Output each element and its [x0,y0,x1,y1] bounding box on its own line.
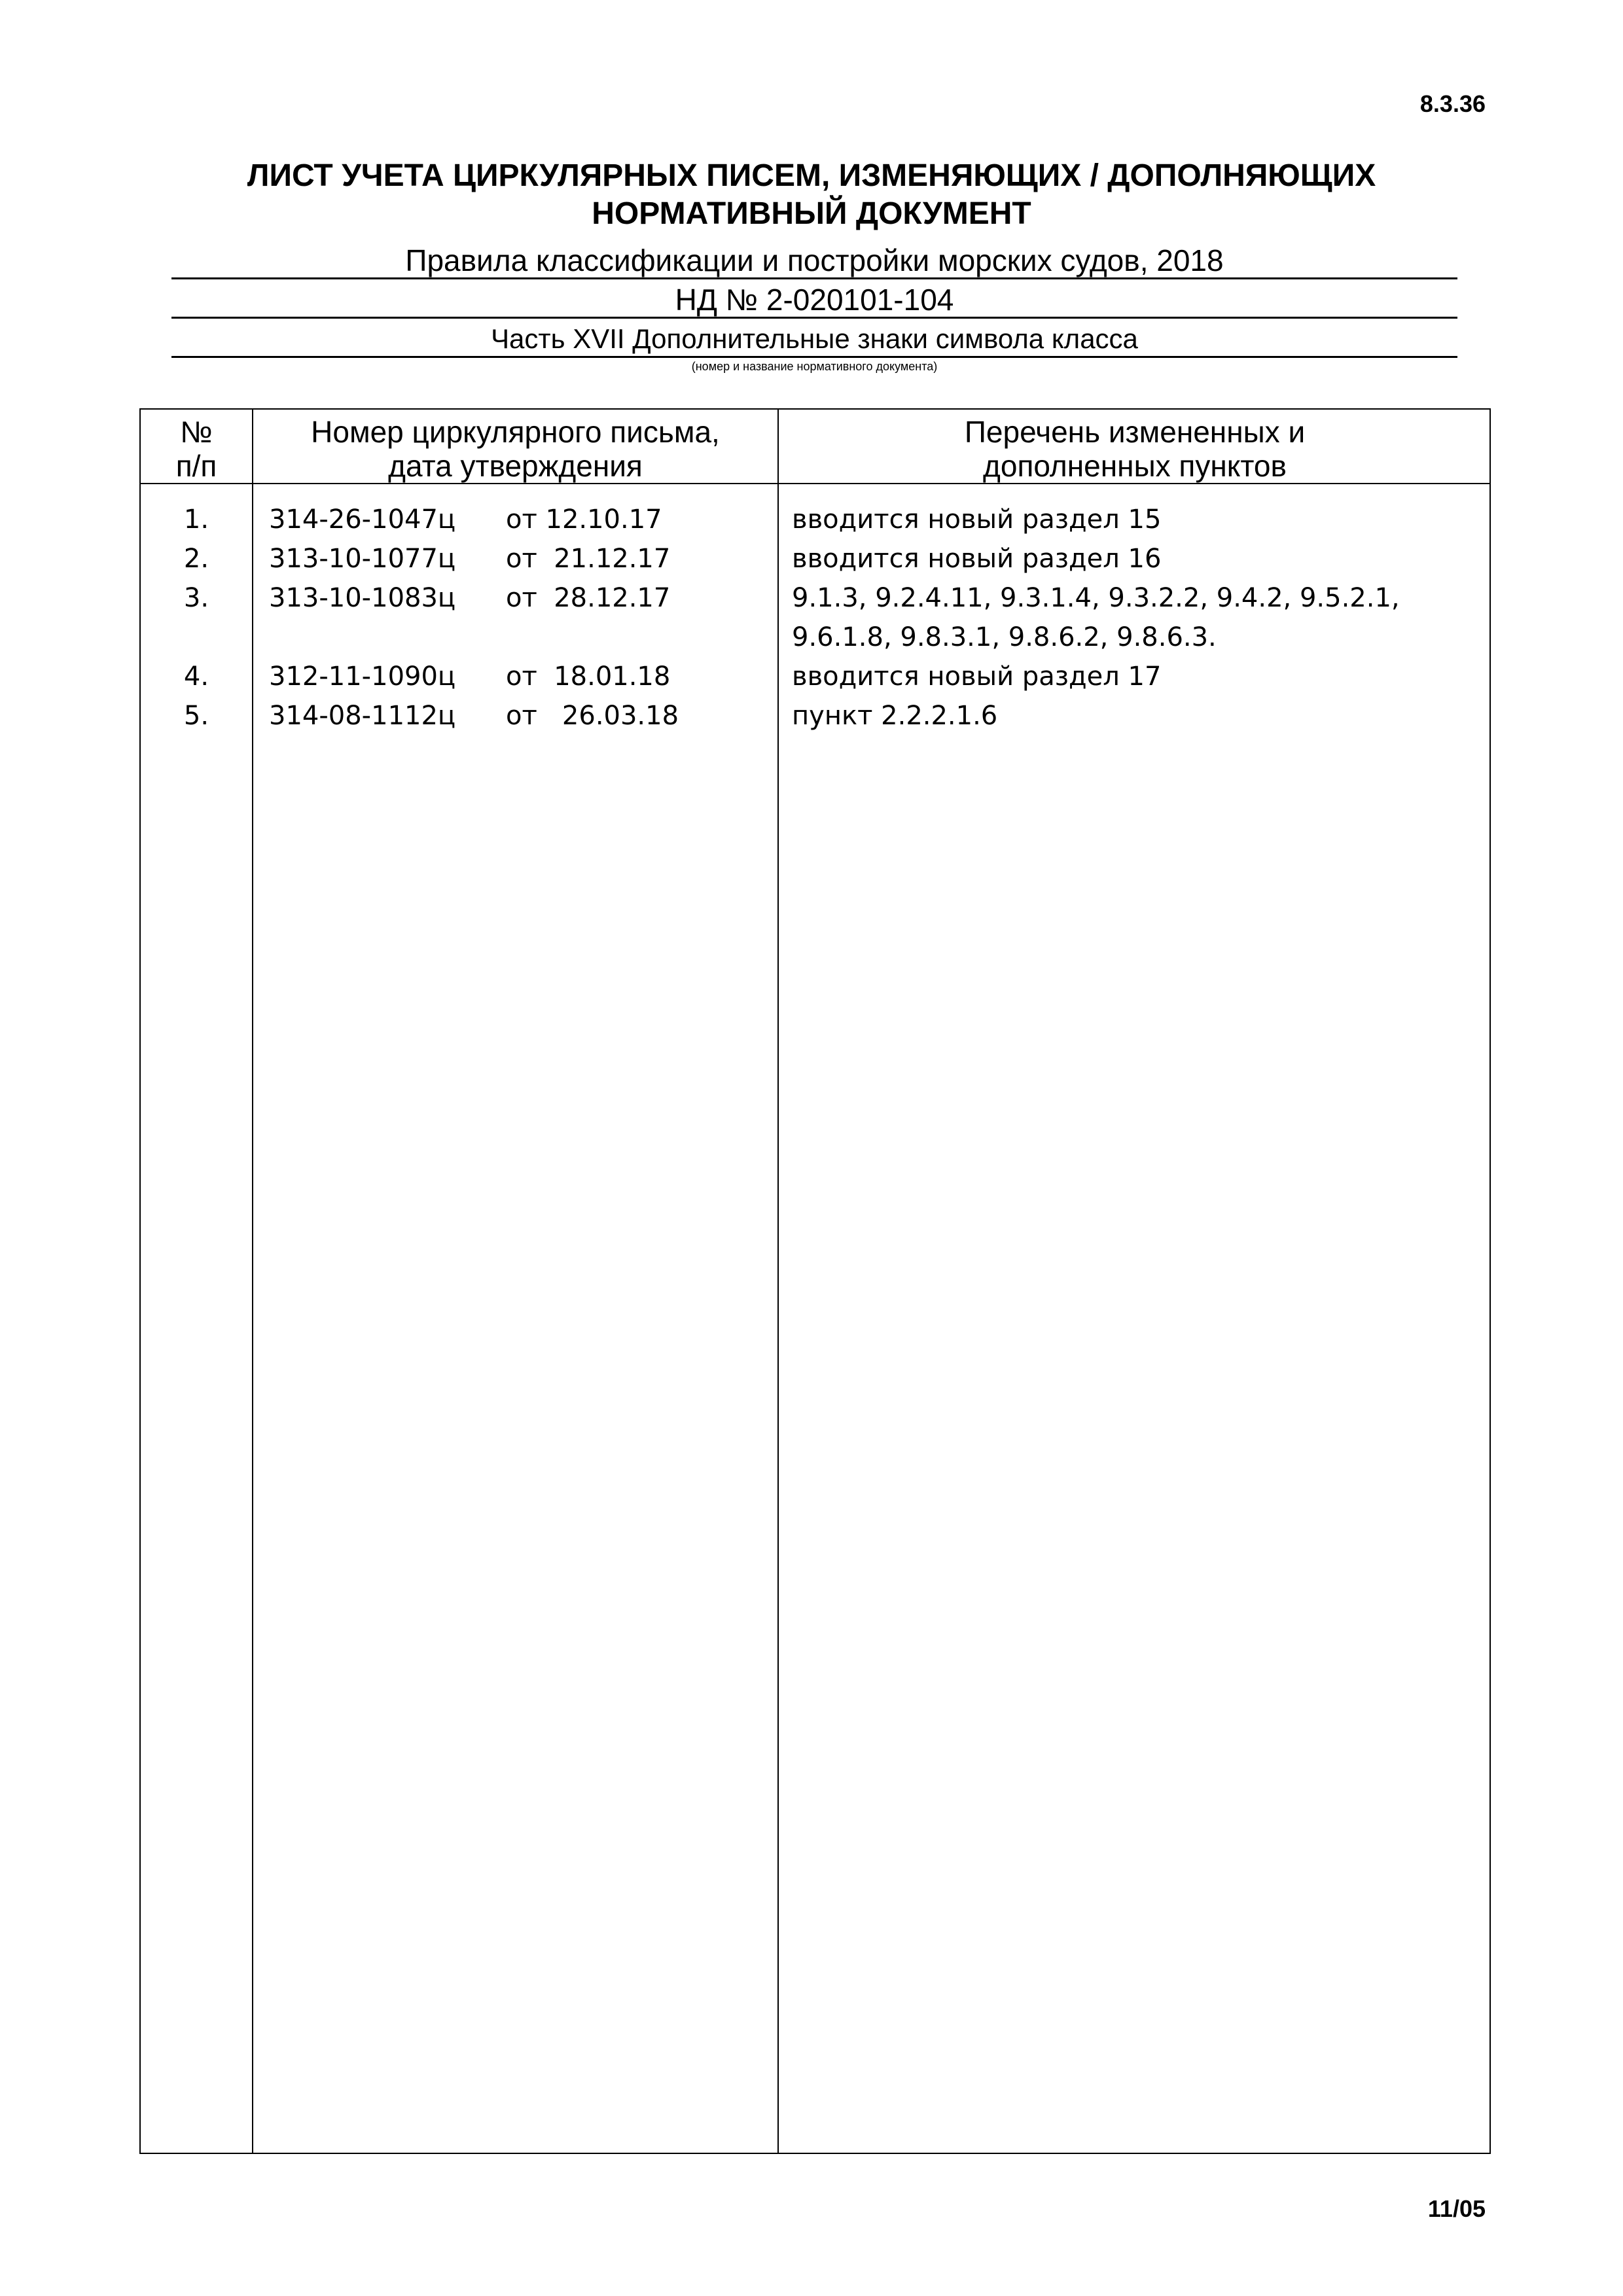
header-changes [779,415,1491,483]
header-letter-line-1: Номер циркулярного письма, [311,415,720,449]
title-line-1: ЛИСТ УЧЕТА ЦИРКУЛЯРНЫХ ПИСЕМ, ИЗМЕНЯЮЩИХ / ДОПОЛНЯЮЩИХ [247,158,1376,193]
table-row [141,539,1489,578]
circular-letters-table [139,408,1491,2154]
letter-code: 313-10-1077ц [269,544,456,574]
row-number: 3. [183,583,209,613]
changes-text: вводится новый раздел 15 [792,504,1162,535]
title-line-2: НОРМАТИВНЫЙ ДОКУМЕНТ [592,196,1031,231]
page-title [0,157,1623,233]
changes-text: вводится новый раздел 17 [792,662,1162,692]
table-body [141,500,1489,735]
row-number: 1. [183,504,209,535]
header-changes-line-2: дополненных пунктов [983,449,1287,483]
letter-code: 312-11-1090ц [269,662,456,692]
header-divider [141,483,1489,484]
changes-text: 9.1.3, 9.2.4.11, 9.3.1.4, 9.3.2.2, 9.4.2, 9.5.2.1, 9.6.1.8, 9.8.3.1, 9.8.6.2, 9.8.6.3. [792,583,1400,652]
nd-number: НД № 2-020101-104 [171,283,1457,319]
letter-date: от 28.12.17 [506,583,671,613]
letter-date: от 12.10.17 [506,504,662,535]
rules-title: Правила классификации и постройки морских судов, 2018 [171,243,1457,279]
header-changes-line-1: Перечень измененных и [964,415,1306,449]
letter-date: от 26.03.18 [506,701,679,731]
letter-date: от 18.01.18 [506,662,671,692]
changes-text: вводится новый раздел 16 [792,544,1162,574]
letter-code: 314-08-1112ц [269,701,456,731]
header-number-line-2: п/п [175,449,217,483]
document-caption: (номер и название нормативного документа) [691,360,938,373]
row-number: 5. [183,701,209,731]
letter-date: от 21.12.17 [506,544,671,574]
part-title: Часть XVII Дополнительные знаки символа класса [171,322,1457,358]
header-letter [253,415,777,483]
header-letter-line-2: дата утверждения [388,449,643,483]
changes-text: пункт 2.2.2.1.6 [792,701,998,731]
table-row [141,500,1489,539]
table-row [141,578,1489,657]
page-number: 11/05 [1427,2195,1486,2222]
letter-code: 313-10-1083ц [269,583,456,613]
row-number: 4. [183,662,209,692]
row-number: 2. [183,544,209,574]
document-code: 8.3.36 [1419,90,1486,117]
table-row [141,696,1489,735]
table-row [141,657,1489,696]
letter-code: 314-26-1047ц [269,504,456,535]
header-number [141,415,252,483]
header-number-line-1: № [180,415,213,449]
